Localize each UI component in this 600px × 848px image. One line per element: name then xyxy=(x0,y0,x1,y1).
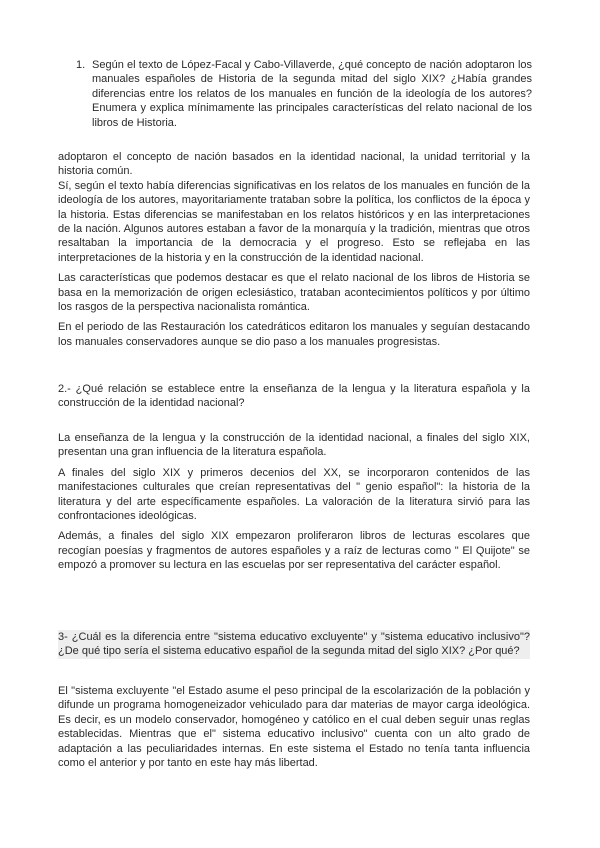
question-1-number: 1. xyxy=(76,59,86,71)
answer-2-paragraph: La enseñanza de la lengua y la construcción de la identidad nacional, a finales del siglo XIX, presentan una gran influencia de la literatura española. xyxy=(58,432,530,459)
answer-1-paragraph: Las características que podemos destacar es que el relato nacional de los libros de Historia se basa en la memorización de origen eclesiástico, trataban acontecimientos políticos y por último los rasgos de la perspectiva nacionalista romántica. xyxy=(58,272,530,314)
answer-3-paragraph: El "sistema excluyente "el Estado asume el peso principal de la escolarización de la población y difunde un programa homogeneizador vehiculado para dar materias de mayor carga ideológica. Es decir, es un modelo conservador, homogéneo y católico en el cual deben seguir unas reglas establecidas. Mientras que el" sistema educativo inclusivo" cuenta con un alto grado de adaptación a las peculiaridades internas. En este sistema el Estado no tenía tanta influencia como el anterior y por tanto en este hay más libertad. xyxy=(58,685,530,770)
answer-3 xyxy=(58,684,530,770)
question-2-text: 2.- ¿Qué relación se establece entre la enseñanza de la lengua y la literatura española y la construcción de la identidad nacional? xyxy=(58,383,530,410)
answer-1-paragraph: En el periodo de las Restauración los catedráticos editaron los manuales y seguían destacando los manuales conservadores aunque se dio paso a los manuales progresistas. xyxy=(58,321,530,348)
question-1-text: Según el texto de López-Facal y Cabo-Villaverde, ¿qué concepto de nación adoptaron los manuales españoles de Historia de la segunda mitad del siglo XIX? ¿Había grandes diferencias entre los relatos de los manuales en función de la ideología de los autores? Enumera y explica mínimamente las principales características del relato nacional de los libros de Historia. xyxy=(92,59,532,129)
answer-1-paragraph: Sí, según el texto había diferencias significativas en los relatos de los manuales en función de la ideología de los autores, mayoritariamente trataban sobre la política, los conflictos de la época y la historia. Estas diferencias se manifestaban en los relatos históricos y en las interpretaciones de la nación. Algunos autores estaban a favor de la monarquía y la tradición, mientras que otros resaltaban la importancia de la democracia y el progreso. Esto se reflejaba en las interpretaciones de la historia y en la construcción de la identidad nacional. xyxy=(58,179,530,264)
question-1 xyxy=(76,58,532,130)
question-2 xyxy=(58,382,530,411)
answer-2 xyxy=(58,431,530,573)
answer-1 xyxy=(58,150,530,349)
answer-2-paragraph: Además, a finales del siglo XIX empezaron proliferaron libros de lecturas escolares que recogían poesías y fragmentos de autores españoles y a raíz de lecturas como " El Quijote" se empozó a promover su lectura en las escuelas por ser representativa del carácter español. xyxy=(58,530,530,572)
question-3 xyxy=(58,630,530,659)
answer-2-paragraph: A finales del siglo XIX y primeros decenios del XX, se incorporaron contenidos de las manifestaciones culturales que creían representativas del " genio español": la historia de la literatura y del arte específicamente españoles. La valoración de la literatura sirvió para las confrontaciones ideológicas. xyxy=(58,466,530,523)
answer-1-paragraph: adoptaron el concepto de nación basados en la identidad nacional, la unidad territorial y la historia común. xyxy=(58,151,530,178)
question-3-text: 3- ¿Cuál es la diferencia entre "sistema educativo excluyente" y "sistema educativo inclusivo"? ¿De qué tipo sería el sistema educativo español de la segunda mitad del siglo XIX? ¿Por qué? xyxy=(58,631,530,658)
